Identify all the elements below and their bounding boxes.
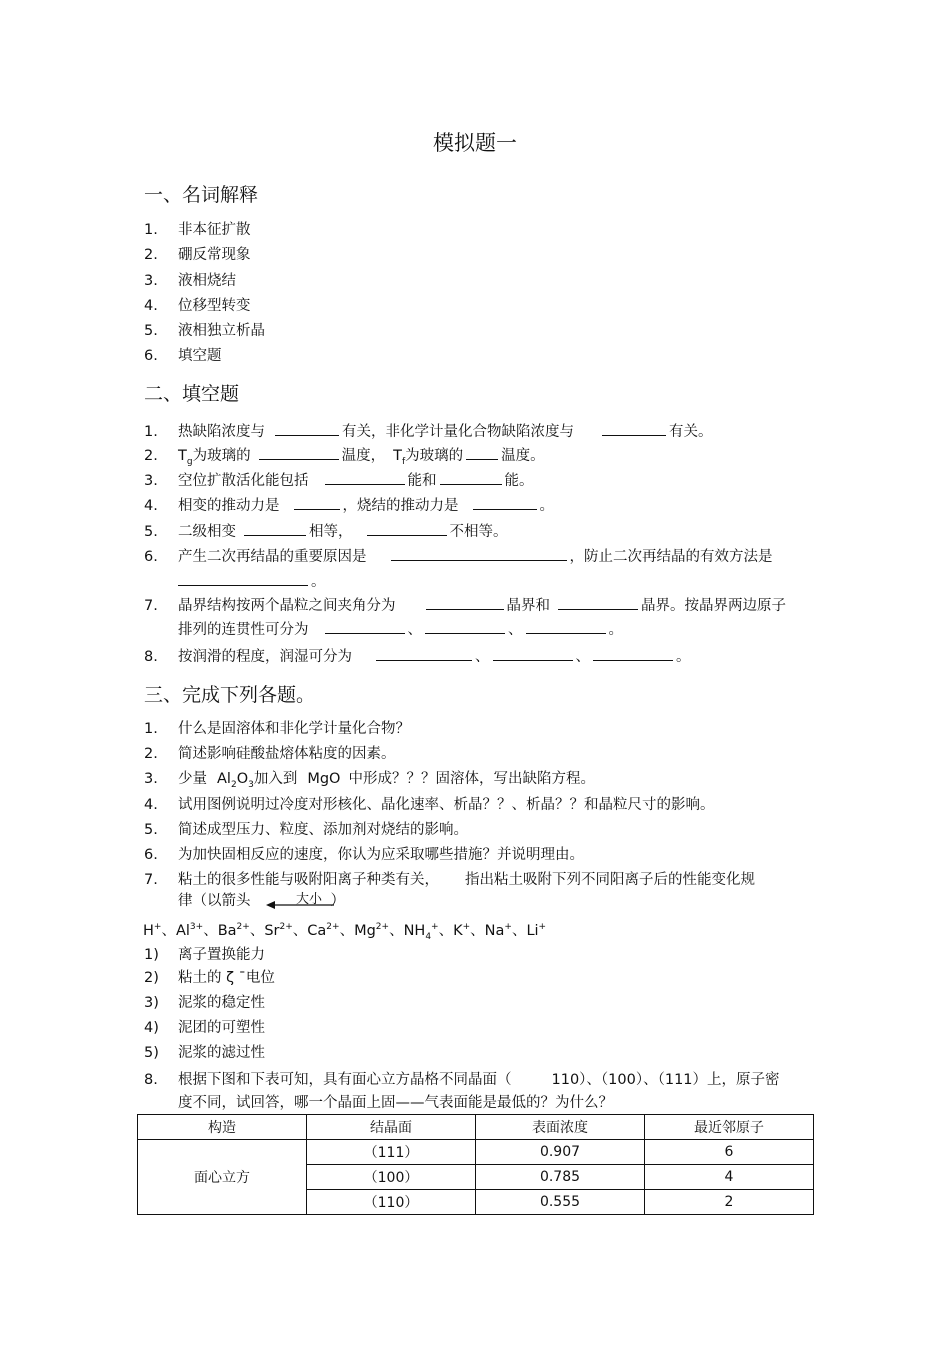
blank[interactable] <box>376 647 472 661</box>
fill-question-7-cont: 排列的连贯性可分为 、 、 。 <box>178 622 623 638</box>
question-6: 6. 为加快固相反应的速度，你认为应采取哪些措施？并说明理由。 <box>144 847 584 863</box>
fill-question-4: 4. 相变的推动力是 ，烧结的推动力是 。 <box>144 498 554 514</box>
table-cell: 6 <box>645 1140 814 1165</box>
cation: Na+ <box>484 922 512 939</box>
cation: $Sr^{2+}$ <box>264 922 293 939</box>
sub-item: 1) 离子置换能力 <box>144 947 265 963</box>
cation: Li+ <box>526 922 547 939</box>
cation: $Al^{3+}$ <box>175 922 204 939</box>
blank[interactable] <box>325 471 405 485</box>
list-item: 1. 非本征扩散 <box>144 222 251 238</box>
question-7: 7. 粘土的很多性能与吸附阳离子种类有关， 指出粘土吸附下列不同阳离子后的性能变化规 <box>144 872 755 888</box>
blank[interactable] <box>593 647 673 661</box>
structure-cell: 面心立方 <box>138 1140 307 1215</box>
blank[interactable] <box>493 647 573 661</box>
column-header: 最近邻原子 <box>645 1115 814 1140</box>
question-4: 4. 试用图例说明过冷度对形核化、晶化速率、析晶？？、析晶？？和晶粒尺寸的影响。 <box>144 797 715 813</box>
fill-question-1: 1. 热缺陷浓度与 有关，非化学计量化合物缺陷浓度与 有关。 <box>144 424 713 440</box>
table-row <box>138 1140 814 1165</box>
column-header: 表面浓度 <box>476 1115 645 1140</box>
table-cell: 2 <box>645 1190 814 1215</box>
blank[interactable] <box>558 596 638 610</box>
list-item: 6. 填空题 <box>144 348 222 364</box>
cation: $NH_4^+$ <box>403 922 439 942</box>
question-2: 2. 简述影响硅酸盐熔体粘度的因素。 <box>144 746 396 762</box>
blank[interactable] <box>425 620 505 634</box>
fill-question-8: 8. 按润滑的程度，润湿可分为 、 、 。 <box>144 649 691 665</box>
table-cell: 0.907 <box>476 1140 645 1165</box>
section-1-heading: 一、名词解释 <box>144 184 259 206</box>
table-cell: （100） <box>307 1165 476 1190</box>
blank[interactable] <box>275 422 339 436</box>
question-3: 3. 少量 $Al_2O_3$加入到 MgO 中形成？？？固溶体，写出缺陷方程。 <box>144 771 595 790</box>
arrow-label: 大小 <box>296 892 323 907</box>
column-header: 结晶面 <box>307 1115 476 1140</box>
sub-item: 3) 泥浆的稳定性 <box>144 995 265 1011</box>
blank[interactable] <box>259 446 339 460</box>
cation: K+ <box>453 922 471 939</box>
table-cell: 4 <box>645 1165 814 1190</box>
cation: $Ca^{2+}$ <box>307 922 340 939</box>
sub-item: 2) 粘土的 ζ ¯电位 <box>144 970 275 986</box>
question-8: 8. 根据下图和下表可知，具有面心立方晶格不同晶面（ 110）、（100）、（111）上，原子密 <box>144 1072 780 1088</box>
sub-item: 4) 泥团的可塑性 <box>144 1020 265 1036</box>
table-header-row <box>138 1115 814 1140</box>
section-2-heading: 二、填空题 <box>144 383 240 405</box>
page-title: 模拟题一 <box>433 131 517 155</box>
fill-question-6: 6. 产生二次再结晶的重要原因是 ，防止二次再结晶的有效方法是 <box>144 549 773 565</box>
list-item: 4. 位移型转变 <box>144 298 251 314</box>
question-7-cont: 律（以箭头 ） <box>178 893 345 909</box>
blank[interactable] <box>440 471 502 485</box>
table-cell: （111） <box>307 1140 476 1165</box>
left-arrow-icon <box>266 900 336 910</box>
sub-item: 5) 泥浆的滤过性 <box>144 1045 265 1061</box>
question-5: 5. 简述成型压力、粒度、添加剂对烧结的影响。 <box>144 822 468 838</box>
cation: $Ba^{2+}$ <box>217 922 250 939</box>
blank[interactable] <box>294 496 340 510</box>
blank[interactable] <box>244 522 306 536</box>
blank[interactable] <box>526 620 606 634</box>
fill-question-7: 7. 晶界结构按两个晶粒之间夹角分为 晶界和 晶界。按晶界两边原子 <box>144 598 786 614</box>
list-item: 3. 液相烧结 <box>144 273 236 289</box>
column-header: 构造 <box>138 1115 307 1140</box>
fill-question-3: 3. 空位扩散活化能包括 能和 能。 <box>144 473 534 489</box>
table-cell: （110） <box>307 1190 476 1215</box>
table-cell: 0.555 <box>476 1190 645 1215</box>
fill-question-6-cont: 。 <box>178 572 326 591</box>
blank[interactable] <box>325 620 405 634</box>
crystal-plane-table <box>137 1114 814 1215</box>
blank[interactable] <box>426 596 504 610</box>
blank[interactable] <box>178 572 308 586</box>
table-cell: 0.785 <box>476 1165 645 1190</box>
list-item: 5. 液相独立析晶 <box>144 323 265 339</box>
blank[interactable] <box>602 422 666 436</box>
blank[interactable] <box>367 522 447 536</box>
question-8-cont: 度不同，试回答，哪一个晶面上固——气表面能是最低的？为什么？ <box>178 1095 613 1111</box>
section-3-heading: 三、完成下列各题。 <box>144 684 316 706</box>
list-item: 2. 硼反常现象 <box>144 247 251 263</box>
cation: $Mg^{2+}$ <box>354 922 390 939</box>
cation: H+ <box>143 922 162 939</box>
question-1: 1. 什么是固溶体和非化学计量化合物？ <box>144 721 410 737</box>
blank[interactable] <box>473 496 537 510</box>
cation-list: H+、$Al^{3+}$、$Ba^{2+}$、$Sr^{2+}$、$Ca^{2+}$、$Mg^{2+}$、$NH_4^+$、K+、Na+、Li+ <box>143 922 547 942</box>
fill-question-5: 5. 二级相变 相等， 不相等。 <box>144 524 508 540</box>
blank[interactable] <box>466 446 498 460</box>
fill-question-2: 2. $T_g$为玻璃的 温度， $T_f$为玻璃的 温度。 <box>144 448 545 467</box>
blank[interactable] <box>391 547 567 561</box>
